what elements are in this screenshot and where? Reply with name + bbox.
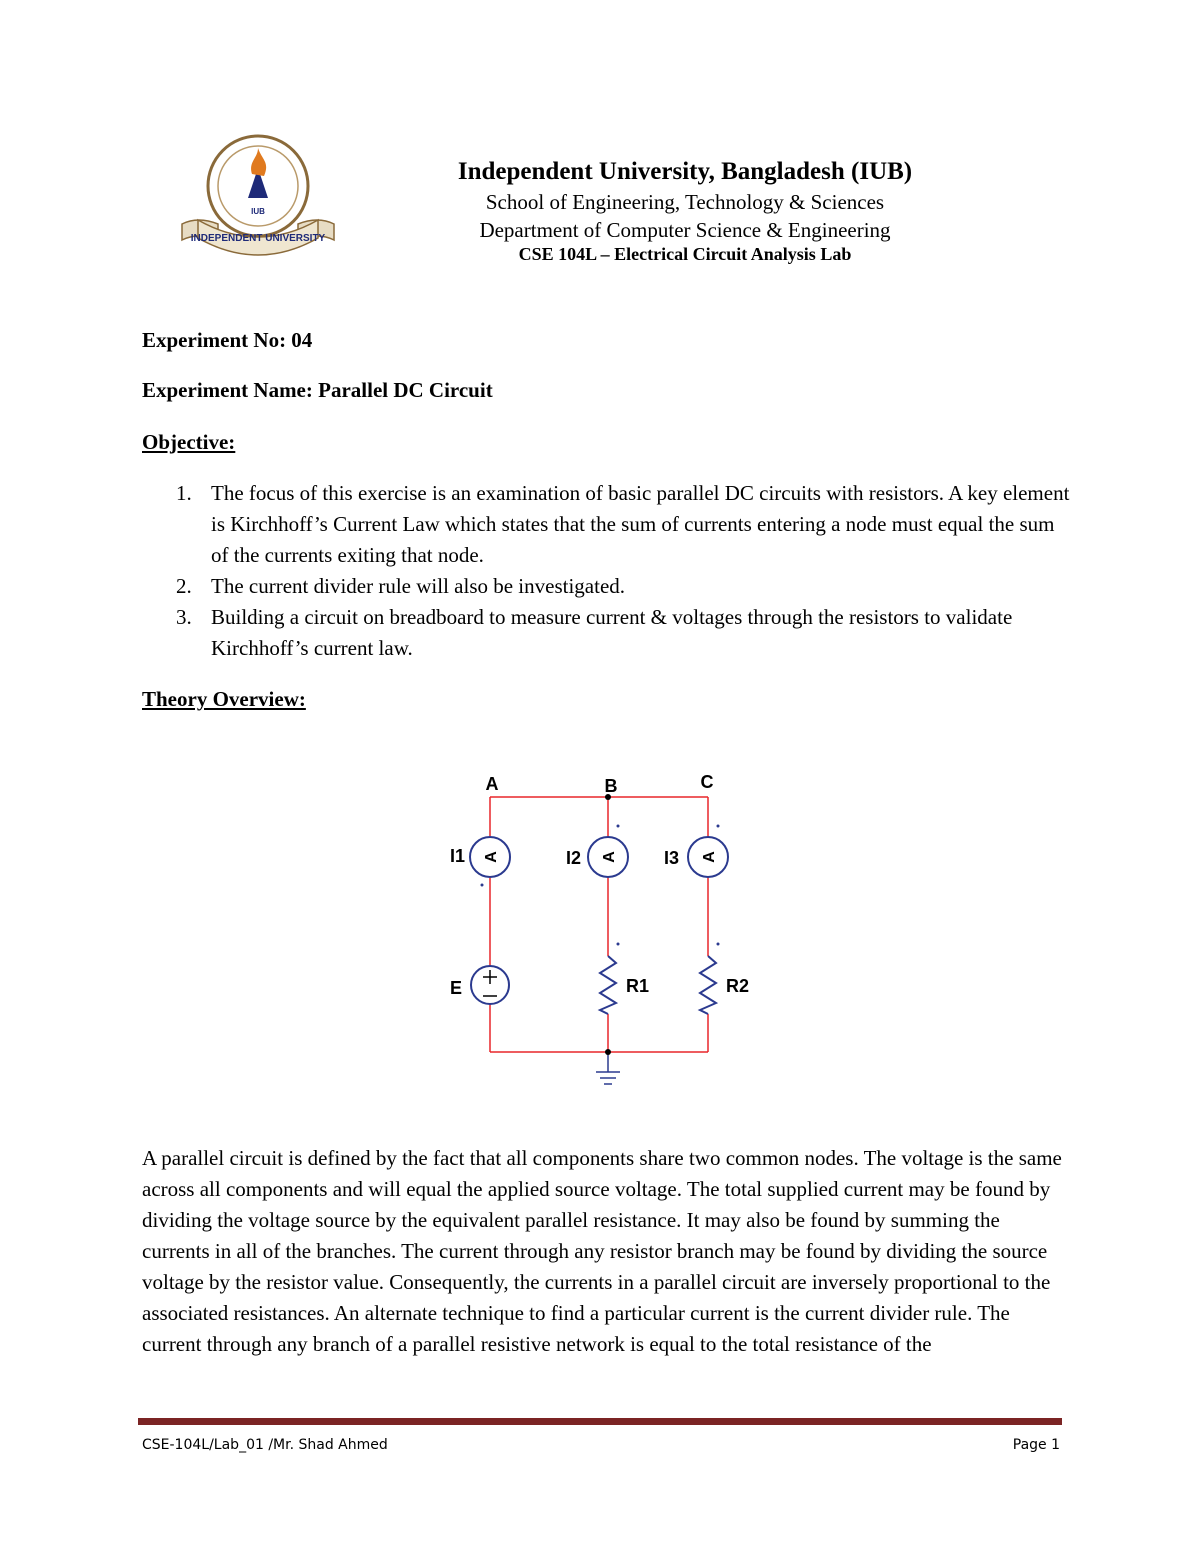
- voltage-source-icon: [471, 966, 509, 1004]
- theory-paragraph: A parallel circuit is defined by the fact that all components share two common nodes. The voltage is the same across all components and will equal the applied source voltage. The total supplied current may be found by dividing the voltage source by the equivalent parallel resistance. It may also be found by summing the currents in all of the branches. The current through any resistor branch may be found by dividing the source voltage by the resistor value. Consequently, the currents in a parallel circuit are inversely proportional to the associated resistances. An alternate technique to find a particular current is the current divider rule. The current through any branch of a parallel resistive network is equal to the total resistance of the: [142, 1146, 1062, 1356]
- resistor-r2-icon: [700, 956, 716, 1014]
- school-name: School of Engineering, Technology & Sciences: [485, 190, 885, 214]
- logo-banner-text: INDEPENDENT UNIVERSITY: [190, 233, 326, 244]
- svg-text:A: A: [483, 851, 500, 863]
- node-label-c: C: [700, 772, 714, 792]
- label-r2: R2: [726, 976, 750, 996]
- list-item-text: The focus of this exercise is an examination of basic parallel DC circuits with resistors. A key element is Kirchhoff’s Current Law which states that the sum of currents entering a node must equal the sum of the currents exiting that node.: [211, 481, 1070, 567]
- logo-short-text: IUB: [251, 207, 265, 216]
- list-item: [142, 478, 1072, 571]
- list-item-number: 1.: [176, 481, 192, 505]
- label-i2: I2: [566, 848, 582, 868]
- experiment-number: Experiment No: 04: [142, 328, 313, 352]
- ammeter-i3: [688, 837, 728, 877]
- ammeter-i1: [470, 837, 510, 877]
- university-name: Independent University, Bangladesh (IUB): [457, 158, 913, 185]
- list-item: [142, 602, 1072, 664]
- footer-course-info: CSE-104L/Lab_01 /Mr. Shad Ahmed: [142, 1437, 388, 1453]
- department-name: Department of Computer Science & Engineering: [479, 218, 891, 242]
- university-logo: [178, 128, 338, 256]
- page-number: Page 1: [1012, 1437, 1060, 1453]
- ground-icon: [596, 1072, 620, 1084]
- junction-dot-bottom: [605, 1049, 611, 1055]
- circuit-wires: [490, 797, 708, 1052]
- svg-text:A: A: [601, 851, 618, 863]
- list-item-number: 2.: [176, 574, 192, 598]
- resistor-r1-icon: [600, 956, 616, 1014]
- node-label-a: A: [485, 774, 499, 794]
- list-item-text: Building a circuit on breadboard to measure current & voltages through the resistors to validate Kirchhoff’s current law.: [211, 605, 1013, 660]
- label-i3: I3: [664, 848, 680, 868]
- svg-text:A: A: [701, 851, 718, 863]
- list-item-number: 3.: [176, 605, 192, 629]
- label-i1: I1: [450, 846, 466, 866]
- objective-list: [142, 478, 1072, 664]
- ammeter-i2: [588, 837, 628, 877]
- label-e: E: [450, 978, 463, 998]
- objective-heading: Objective:: [142, 430, 236, 454]
- theory-heading: Theory Overview:: [142, 687, 306, 711]
- footer-divider: [138, 1418, 1062, 1425]
- label-r1: R1: [626, 976, 650, 996]
- list-item: [142, 571, 1072, 602]
- course-title: CSE 104L – Electrical Circuit Analysis Lab: [518, 244, 852, 264]
- parallel-circuit-diagram: [430, 760, 790, 1100]
- experiment-name: Experiment Name: Parallel DC Circuit: [142, 378, 493, 402]
- node-label-b: B: [604, 776, 618, 796]
- list-item-text: The current divider rule will also be investigated.: [211, 574, 626, 598]
